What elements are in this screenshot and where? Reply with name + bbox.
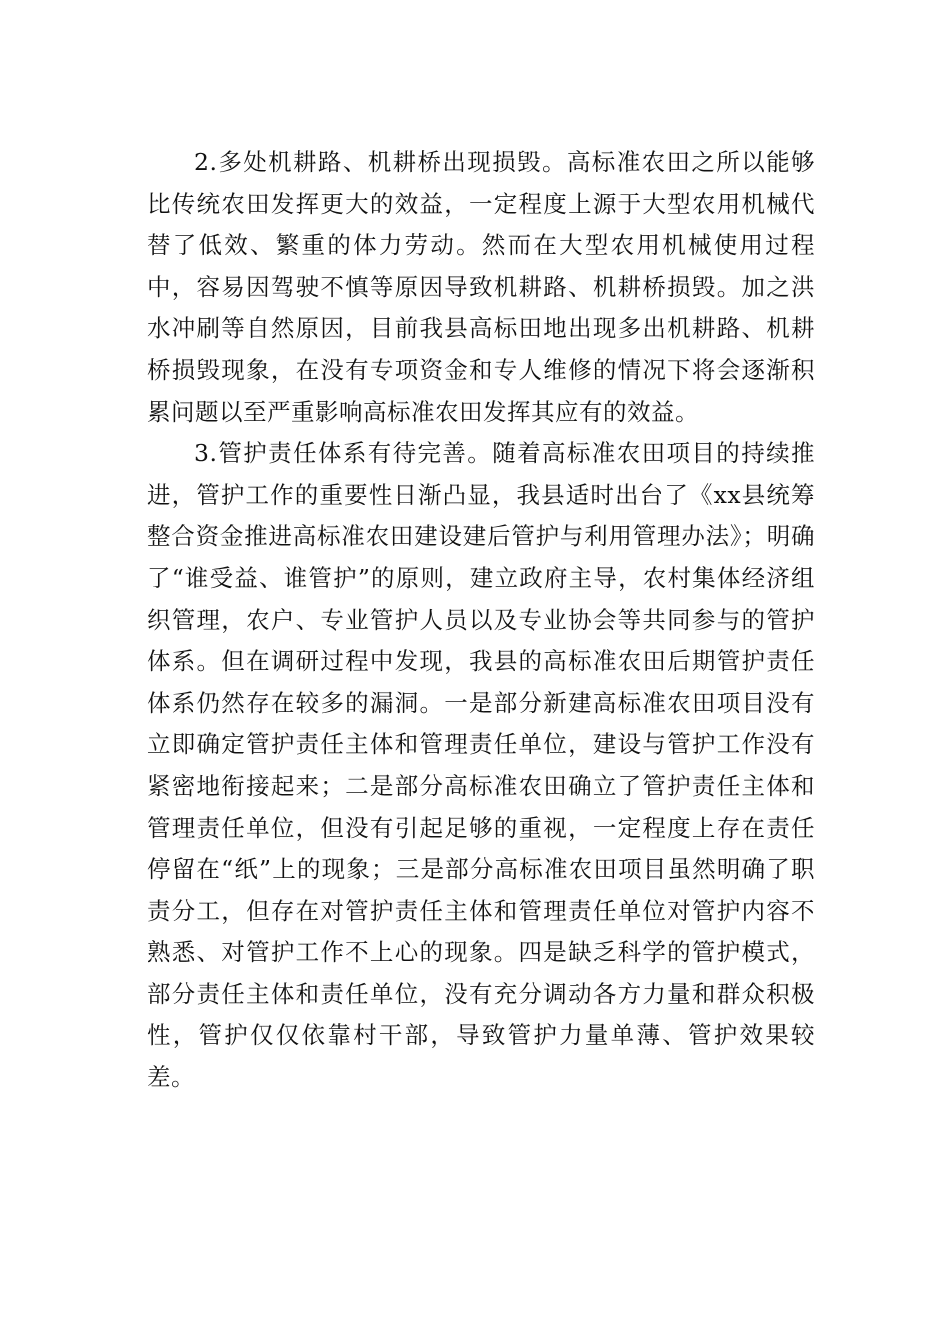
paragraph-management-system: 3.管护责任体系有待完善。随着高标准农田项目的持续推进，管护工作的重要性日渐凸显，我县适时出台了《xx县统筹整合资金推进高标准农田建设建后管护与利用管理办法》；明确了“谁受益、谁管护”的原则，建立政府主导，农村集体经济组织管理，农户、专业管护人员以及专业协会等共同参与的管护体系。但在调研过程中发现，我县的高标准农田后期管护责任体系仍然存在较多的漏洞。一是部分新建高标准农田项目没有立即确定管护责任主体和管理责任单位，建设与管护工作没有紧密地衔接起来；二是部分高标准农田确立了管护责任主体和管理责任单位，但没有引起足够的重视，一定程度上存在责任停留在“纸”上的现象；三是部分高标准农田项目虽然明确了职责分工，但存在对管护责任主体和管理责任单位对管护内容不熟悉、对管护工作不上心的现象。四是缺乏科学的管护模式，部分责任主体和责任单位，没有充分调动各方力量和群众积极性，管护仅仅依靠村干部，导致管护力量单薄、管护效果较差。 [147,439,815,1092]
paragraph-machine-roads: 2.多处机耕路、机耕桥出现损毁。高标准农田之所以能够比传统农田发挥更大的效益，一定程度上源于大型农用机械代替了低效、繁重的体力劳动。然而在大型农用机械使用过程中，容易因驾驶不慎等原因导致机耕路、机耕桥损毁。加之洪水冲刷等自然原因，目前我县高标田地出现多出机耕路、机耕桥损毁现象，在没有专项资金和专人维修的情况下将会逐渐积累问题以至严重影响高标准农田发挥其应有的效益。 [147,148,815,426]
document-body [147,142,815,1099]
